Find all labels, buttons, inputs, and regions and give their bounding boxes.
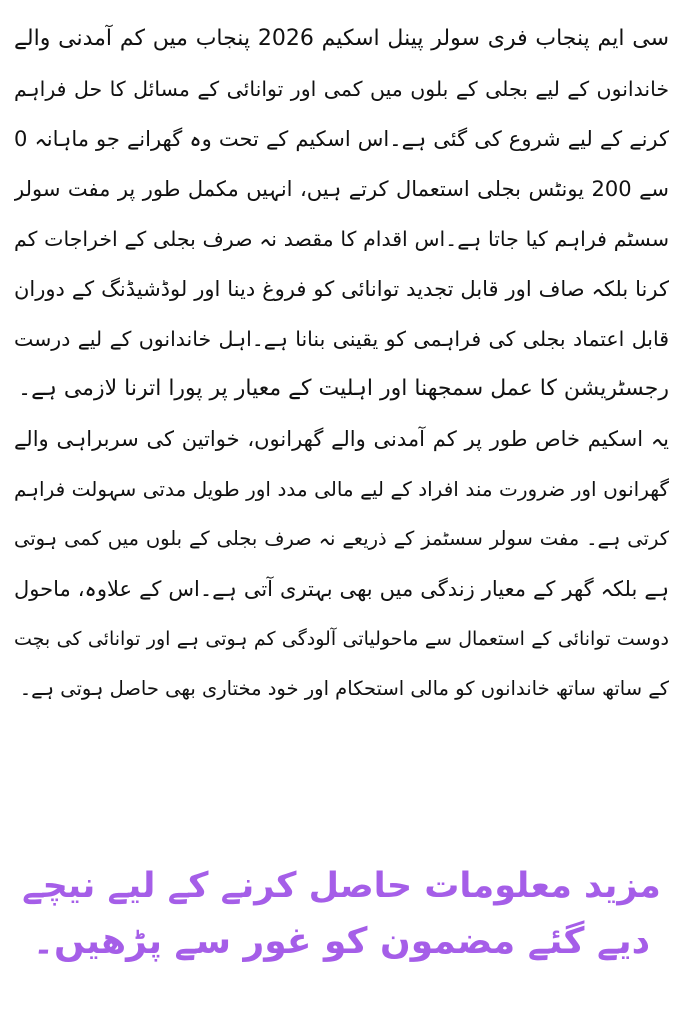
paragraph-line: ہے بلکہ گھر کے معیار زندگی میں بھی بہتری آتی ہے۔اس کے علاوہ، ماحول xyxy=(14,577,669,601)
paragraph-line: سسٹم فراہم کیا جاتا ہے۔اس اقدام کا مقصد نہ صرف بجلی کے اخراجات کم xyxy=(14,227,669,251)
paragraph-line: کرتی ہے۔ مفت سولر سسٹمز کے ذریعے نہ صرف بجلی کے بلوں میں کمی ہوتی xyxy=(14,527,669,550)
paragraph-2 xyxy=(14,414,669,714)
paragraph-line: یہ اسکیم خاص طور پر کم آمدنی والے گھرانوں، خواتین کی سربراہی والے xyxy=(14,427,669,451)
article-body xyxy=(14,14,669,714)
paragraph-line: کے ساتھ ساتھ خاندانوں کو مالی استحکام اور خود مختاری بھی حاصل ہوتی ہے۔ xyxy=(19,677,669,700)
paragraph-line: دوست توانائی کے استعمال سے ماحولیاتی آلودگی کم ہوتی ہے اور توانائی کی بچت xyxy=(14,628,669,650)
paragraph-line: سی ایم پنجاب فری سولر پینل اسکیم 2026 پنجاب میں کم آمدنی والے xyxy=(14,26,669,51)
paragraph-line: رجسٹریشن کا عمل سمجھنا اور اہلیت کے معیار پر پورا اترنا لازمی ہے۔ xyxy=(18,376,669,401)
cta-line-1: مزید معلومات حاصل کرنے کے لیے نیچے xyxy=(22,866,661,906)
paragraph-line: سے 200 یونٹس بجلی استعمال کرتے ہیں، انہیں مکمل طور پر مفت سولر xyxy=(14,177,669,201)
paragraph-line: قابل اعتماد بجلی کی فراہمی کو یقینی بنانا ہے۔اہل خاندانوں کے لیے درست xyxy=(14,327,669,351)
paragraph-line: گھرانوں اور ضرورت مند افراد کے لیے مالی مدد اور طویل مدتی سہولت فراہم xyxy=(14,477,669,501)
cta-line-2: دیے گئے مضمون کو غور سے پڑھیں۔ xyxy=(32,921,651,962)
paragraph-1 xyxy=(14,14,669,414)
paragraph-line: کرنے کے لیے شروع کی گئی ہے۔اس اسکیم کے تحت وہ گھرانے جو ماہانہ 0 xyxy=(14,127,669,151)
call-to-action xyxy=(20,858,663,970)
paragraph-line: خاندانوں کے لیے بجلی کے بلوں میں کمی اور توانائی کے مسائل کا حل فراہم xyxy=(14,77,669,101)
paragraph-line: کرنا بلکہ صاف اور قابل تجدید توانائی کو فروغ دینا اور لوڈشیڈنگ کے دوران xyxy=(14,277,669,301)
